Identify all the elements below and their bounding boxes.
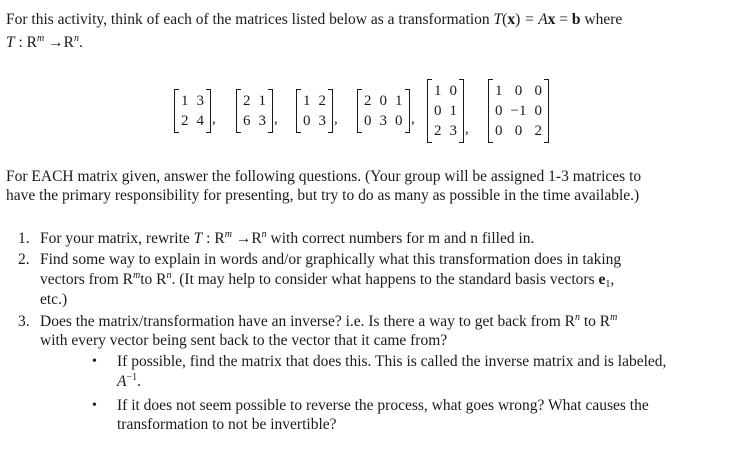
matrix-entry: 0 — [395, 112, 403, 129]
question-3-line-1: Does the matrix/transformation have an inverse? i.e. Is there a way to get back from $R^n$ to $R^m$ — [40, 312, 618, 330]
matrix-entry: 4 — [196, 112, 204, 129]
matrix-entry: 0 — [514, 122, 523, 139]
matrix — [427, 79, 464, 143]
question-2-line-3: etc.) — [40, 291, 68, 308]
question-number: 1. — [18, 230, 30, 247]
matrix-entry: 2 — [364, 92, 372, 109]
right-bracket — [405, 89, 410, 133]
matrix-entry: 0 — [449, 82, 457, 99]
right-bracket — [206, 89, 211, 133]
question-number: 3. — [18, 313, 30, 330]
matrix-entry: 3 — [318, 112, 326, 129]
matrix-entry: 0 — [495, 102, 503, 119]
question-1-text: For your matrix, rewrite T : $R^m \to R^n$ with correct numbers for m and n filled in. — [40, 229, 535, 247]
matrix-entry: 0 — [534, 102, 542, 119]
matrix-entry: 1 — [303, 92, 311, 109]
right-bracket — [328, 89, 333, 133]
matrix — [174, 89, 211, 133]
left-bracket — [296, 89, 301, 133]
matrix-entry: 2 — [434, 122, 442, 139]
matrix-entry: 2 — [534, 122, 542, 139]
matrix-entry: 6 — [243, 112, 251, 129]
matrix-entry: 1 — [258, 92, 266, 109]
matrix-entry: −1 — [510, 102, 527, 119]
matrix-entry: 0 — [303, 112, 311, 129]
matrix-entry: 0 — [364, 112, 372, 129]
matrix-entry: 1 — [449, 102, 457, 119]
bullet-2-line-2: transformation to not be invertible? — [117, 416, 337, 433]
matrix-entry: 0 — [534, 82, 542, 99]
question-2-line-2: vectors from $R^mto$ $R^n$. (It may help to consider what happens to the standard basis vectors $e_1$, — [40, 270, 615, 290]
matrix-entry: 0 — [495, 122, 503, 139]
right-bracket — [459, 79, 464, 143]
bullet-icon: • — [92, 398, 97, 413]
matrix — [236, 89, 273, 133]
left-bracket — [357, 89, 362, 133]
intro-line-1: For this activity, think of each of the matrices listed below as a transformation T(x) = Ax = b where — [6, 11, 623, 28]
question-2-line-1: Find some way to explain in words and/or graphically what this transformation does in taking — [40, 251, 622, 268]
right-bracket — [268, 89, 273, 133]
matrix-list — [0, 70, 734, 152]
intro-line-2: T : $R^m \to R^n$. — [6, 33, 83, 51]
matrix-separator: , — [465, 121, 469, 137]
matrix-separator: , — [274, 111, 278, 127]
matrix-separator: , — [334, 111, 338, 127]
matrix — [488, 79, 549, 143]
question-number: 2. — [18, 251, 30, 268]
matrix-entry: 1 — [434, 82, 442, 99]
matrix — [357, 89, 410, 133]
left-bracket — [174, 89, 179, 133]
matrix-entry: 0 — [514, 82, 523, 99]
right-bracket — [544, 79, 549, 143]
matrix-separator: , — [212, 111, 216, 127]
matrix-separator: , — [411, 111, 415, 127]
matrix-entry: 3 — [196, 92, 204, 109]
matrix-entry: 2 — [181, 112, 189, 129]
matrix-entry: 0 — [379, 92, 387, 109]
instructions-line-1: For EACH matrix given, answer the following questions. (Your group will be assigned 1-3 matrices to — [6, 168, 642, 185]
matrix-entry: 2 — [243, 92, 251, 109]
bullet-2-line-1: If it does not seem possible to reverse the process, what goes wrong? What causes the — [117, 397, 649, 414]
matrix-entry: 3 — [449, 122, 457, 139]
bullet-1-line-1: If possible, find the matrix that does this. This is called the inverse matrix and is labeled, — [117, 353, 667, 370]
instructions-line-2: have the primary responsibility for presenting, but try to do as many as possible in the time available.) — [6, 187, 640, 204]
left-bracket — [488, 79, 493, 143]
matrix-entry: 1 — [395, 92, 403, 109]
bullet-icon: • — [92, 354, 97, 369]
left-bracket — [427, 79, 432, 143]
matrix-entry: 1 — [181, 92, 189, 109]
matrix-entry: 1 — [495, 82, 503, 99]
question-3-line-2: with every vector being sent back to the vector that it came from? — [40, 332, 448, 349]
matrix-entry: 0 — [434, 102, 442, 119]
matrix-entry: 3 — [379, 112, 387, 129]
matrix-entry: 3 — [258, 112, 266, 129]
matrix-entry: 2 — [318, 92, 326, 109]
left-bracket — [236, 89, 241, 133]
bullet-1-line-2: $A^{-1}$. — [117, 372, 141, 390]
matrix — [296, 89, 333, 133]
